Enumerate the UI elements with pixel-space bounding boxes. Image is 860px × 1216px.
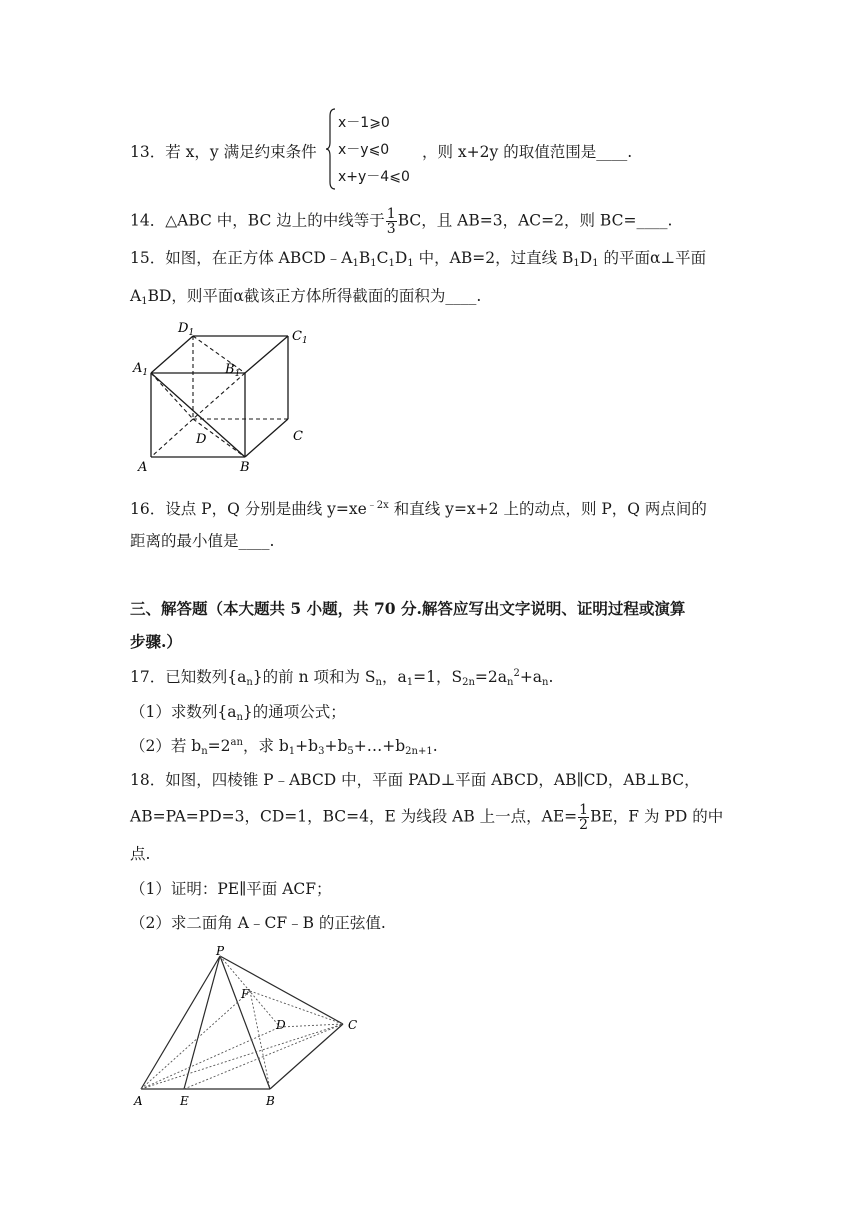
label-b1: $B_1$ [225, 362, 241, 379]
label-a1: $A_1$ [133, 361, 149, 378]
q13-constraint-system [326, 108, 416, 190]
q15-text-a: 15．如图，在正方体 ABCD﹣A [130, 249, 353, 267]
q16-text-a: 16．设点 P，Q 分别是曲线 y=xe [130, 500, 367, 518]
q17-part2: （2）若 $b_n=2^{an}$，求 $b_1+b_3+b_5+\dots+b_{2n+1}$. [130, 737, 438, 757]
q18-part1: （1）证明：PE∥平面 ACF； [130, 880, 332, 898]
section-heading: 三、解答题（本大题共 5 小题，共 70 分.解答应写出文字说明、证明过程或演算 [130, 599, 686, 618]
label-c1: $C_1$ [292, 329, 308, 346]
label-f: F [241, 987, 250, 1001]
q18-line3: 点. [130, 845, 151, 863]
label-e: E [180, 1094, 189, 1108]
label-d: D [196, 432, 207, 447]
q17-f: +a [519, 668, 543, 686]
label-b-fig18: B [266, 1094, 275, 1108]
left-brace-icon [326, 108, 336, 190]
q15-text-b: ，AB=2，过直线 B [434, 249, 574, 267]
pyramid-figure [128, 945, 363, 1110]
q17-p2f: +…+b [353, 737, 406, 755]
q17-c: ，a [381, 668, 407, 686]
q18-b: BE，F 为 PD 的中 [590, 807, 724, 826]
q17-p2c: ，求 b [242, 737, 289, 755]
constraint-3: x+y－4⩽0 [338, 169, 410, 185]
q14 [130, 207, 672, 236]
q14-frac-numerator: 1 [386, 206, 396, 222]
q16-exponent: ﹣2x [366, 500, 389, 511]
q15-text-e: BD，则平面α截该正方体所得截面的面积为____. [147, 287, 482, 305]
label-a-fig18: A [134, 1094, 143, 1108]
label-c-fig18: C [348, 1018, 358, 1032]
q17-b: }的前 n 项和为 S [252, 668, 376, 686]
q17-d: =1，S [413, 668, 463, 686]
q17-p2a: （2）若 b [130, 737, 202, 755]
q18-a: AB=PA=PD=3，CD=1，BC=4，E 为线段 AB 上一点，AE= [130, 807, 578, 826]
q17-a: 17．已知数列{a [130, 668, 247, 686]
label-c: C [293, 429, 303, 444]
q17-p2b: =2 [207, 737, 231, 755]
q18-fraction [578, 803, 589, 832]
q18-line1: 18．如图，四棱锥 P﹣ABCD 中，平面 PAD⊥平面 ABCD，AB∥CD，AB⊥BC， [130, 771, 700, 789]
q15-text-c: 的平面α⊥平面 [598, 249, 707, 267]
constraint-1: x－1⩾0 [338, 115, 390, 131]
q18-frac-numerator: 1 [579, 802, 589, 818]
q17-e: =2a [474, 668, 507, 686]
q17-part1: （1）求数列$\{a_n\}$的通项公式； [130, 703, 346, 723]
q13-suffix: ，则 x+2y 的取值范围是____. [422, 143, 633, 161]
q18-frac-denominator: 2 [579, 817, 589, 833]
label-d1: $D_1$ [178, 321, 195, 338]
q15-line1: 15．如图，在正方体 $ABCD﹣A_1B_1C_1D_1$ 中，AB=2，过直线 $B_1D_1$ 的平面α⊥平面 [130, 249, 707, 269]
q15-line2: $A_1BD$，则平面α截该正方体所得截面的面积为____. [130, 287, 482, 307]
q14-frac-denominator: 3 [386, 221, 396, 237]
label-p: P [216, 945, 225, 958]
label-a: A [138, 460, 148, 475]
q17-p1a: （1）求数列{a [130, 703, 237, 721]
q17-stem: 17．已知数列$\{a_n\}$的前 n 项和为 $S_n$，$a_1=1$，$S_{2n}=2a_n^2+a_n$. [130, 668, 554, 688]
q14-prefix: 14．△ABC 中，BC 边上的中线等于 [130, 211, 385, 230]
q14-suffix: BC，且 AB=3，AC=2，则 BC=____. [397, 211, 673, 230]
q17-p2d: +b [295, 737, 319, 755]
label-b: B [240, 460, 250, 475]
q17-p2e: +b [324, 737, 348, 755]
q14-fraction [386, 207, 397, 236]
q16-text-b: 和直线 y=x+2 上的动点，则 P，Q 两点间的 [388, 500, 707, 518]
constraint-2: x－y⩽0 [338, 142, 390, 158]
q17-p2g: . [432, 737, 438, 755]
q18-line2 [130, 803, 723, 832]
q17-p2-exponent: an [230, 737, 243, 748]
q16-line2: 距离的最小值是____. [130, 532, 275, 550]
q15-text-d: A [130, 287, 142, 305]
label-d-fig18: D [276, 1018, 286, 1032]
q17-p1b: }的通项公式； [242, 703, 346, 721]
section-heading-cont: 步骤.） [130, 632, 182, 651]
q13-prefix: 13．若 x，y 满足约束条件 [130, 143, 317, 161]
cube-figure [130, 318, 315, 478]
q16-line1 [130, 496, 707, 519]
q18-part2: （2）求二面角 A﹣CF﹣B 的正弦值. [130, 914, 386, 932]
